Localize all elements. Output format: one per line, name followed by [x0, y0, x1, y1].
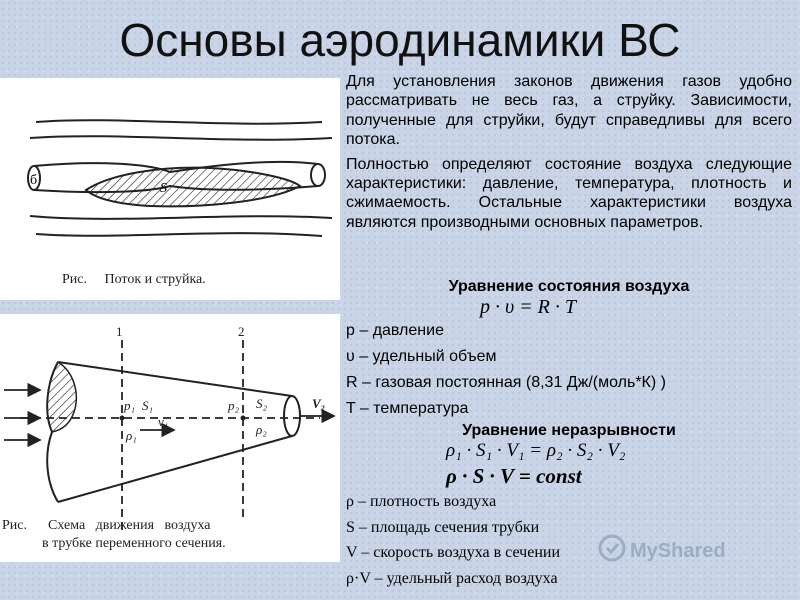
- continuity-equation-defs: [346, 489, 560, 591]
- label-p2: p₂: [228, 398, 240, 413]
- label-V2: V₂: [312, 396, 326, 411]
- streamline: [36, 120, 322, 123]
- figure2-caption-line1: Рис. Схема движения воздуха: [2, 518, 211, 533]
- watermark-icon: [598, 534, 626, 562]
- figure2-caption-line2: в трубке переменного сечения.: [42, 536, 226, 551]
- streamline: [30, 216, 332, 219]
- label-p1: p₁: [124, 398, 136, 413]
- slide-title: Основы аэродинамики ВС: [119, 14, 681, 66]
- point-2: [241, 416, 246, 421]
- watermark-logo: MyShared: [630, 540, 726, 562]
- def-specific-volume: υ – удельный объем: [346, 348, 497, 365]
- streamline: [36, 233, 322, 236]
- label-section-2: 2: [238, 324, 245, 339]
- continuity-formula-2: ρ · S · V = const: [446, 464, 582, 488]
- state-equation-formula: p · υ = R · T: [480, 296, 577, 318]
- def-density: ρ – плотность воздуха: [346, 493, 497, 510]
- state-equation-defs: [346, 318, 666, 422]
- body-profile: [86, 168, 300, 207]
- label-v1: v₁: [158, 414, 169, 429]
- point-1: [120, 416, 125, 421]
- def-gas-constant: R – газовая постоянная (8,31 Дж/(моль*К) ): [346, 374, 666, 391]
- label-rho2: ρ₂: [256, 422, 267, 437]
- paragraph-1: Для установления законов движения газов удобно рассматривать не весь газ, а струйку. Зависимости, полученные для струйки, будут справедливы для всего потока.: [346, 73, 792, 149]
- def-mass-flow: ρ·V – удельный расход воздуха: [346, 569, 558, 587]
- intro-text: [346, 72, 792, 232]
- streamline: [30, 136, 332, 139]
- label-s: S: [160, 181, 167, 196]
- label-rho1: ρ₁: [126, 428, 137, 443]
- state-equation-heading: Уравнение состояния воздуха: [448, 278, 690, 295]
- continuity-equation-heading: Уравнение неразрывности: [462, 422, 676, 439]
- label-section-1: 1: [116, 324, 123, 339]
- def-temperature: T – температура: [346, 400, 469, 417]
- def-area: S – площадь сечения трубки: [346, 518, 540, 536]
- flow-figure: [0, 78, 340, 300]
- inlet-section: [47, 362, 76, 432]
- continuity-formula-1: ρ₁ · S₁ · V₁ = ρ₂ · S₂ · V₂: [446, 440, 626, 461]
- label-S2: S₂: [256, 396, 268, 411]
- label-b: б: [30, 173, 38, 188]
- def-velocity: V – скорость воздуха в сечении: [346, 544, 561, 561]
- paragraph-2: Полностью определяют состояние воздуха следующие характеристики: давление, температура, плотность и сжимаемость. Остальные характеристики воздуха являются производными основных параметров.: [346, 155, 792, 231]
- def-pressure: p – давление: [346, 322, 444, 339]
- figure1-caption: Рис. Поток и струйка.: [62, 272, 206, 287]
- tube-figure: [0, 314, 340, 562]
- flow-diagram: [0, 78, 340, 300]
- label-S1: S₁: [142, 398, 154, 413]
